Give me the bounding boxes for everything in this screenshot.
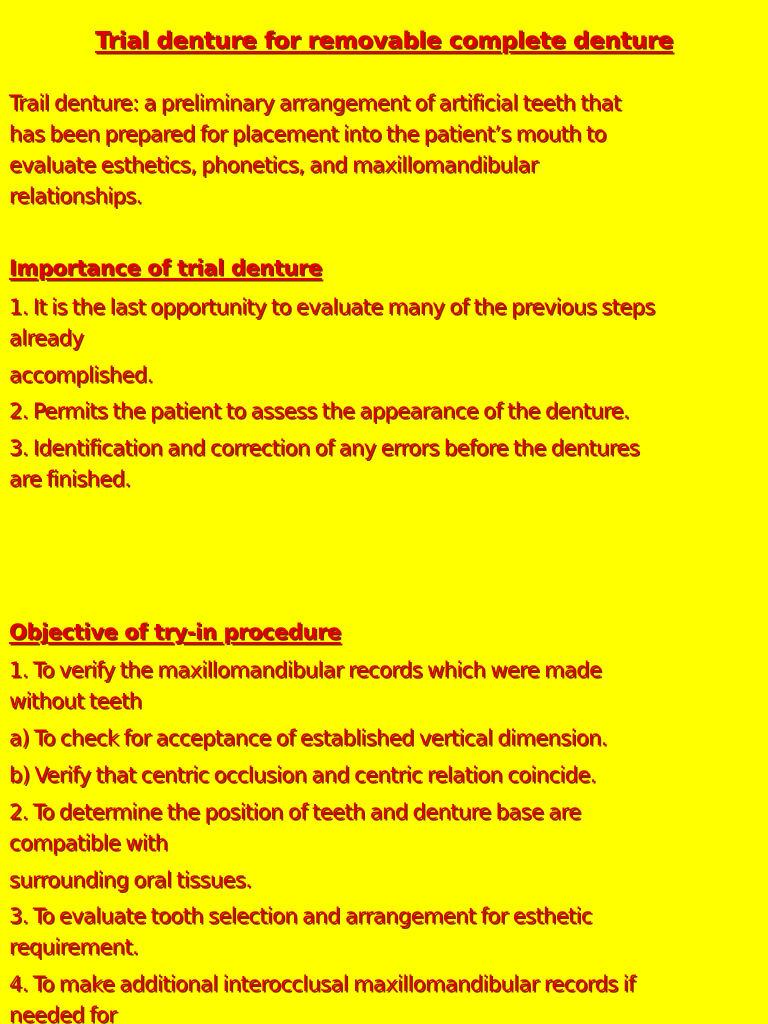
definition-paragraph [9,88,765,212]
objective-item-1a [9,723,765,754]
importance-heading: Importance of trial denture [9,256,322,280]
objective-item-2-cont [9,865,765,896]
objective-item-1b [9,760,765,791]
objective-item-2 [9,797,765,859]
item-line: surrounding oral tissues. [9,868,252,892]
item-line: without teeth [9,689,142,713]
item-line: requirement. [9,935,139,959]
objective-item-4 [9,969,765,1024]
item-line: 2. Permits the patient to assess the appearance of the denture. [9,399,630,423]
definition-line: evaluate esthetics, phonetics, and maxillomandibular [9,153,538,177]
item-line: 4. To make additional interocclusal maxillomandibular records if [9,972,635,996]
item-line: accomplished. [9,363,153,387]
item-line: 1. To verify the maxillomandibular records which were made [9,658,602,682]
importance-item-2 [9,396,765,427]
item-line: 1. It is the last opportunity to evaluate many of the previous steps [9,295,655,319]
objective-item-3 [9,901,765,963]
item-line: a) To check for acceptance of established vertical dimension. [9,726,607,750]
document-title: Trial denture for removable complete denture [95,28,673,54]
objective-item-1 [9,655,765,717]
importance-item-1-cont [9,360,765,391]
definition-line: has been prepared for placement into the patient’s mouth to [9,122,606,146]
definition-line: relationships. [9,184,142,208]
item-line: 2. To determine the position of teeth and denture base are [9,800,581,824]
objective-heading: Objective of try-in procedure [9,620,341,644]
item-line: compatible with [9,831,168,855]
item-line: already [9,326,84,350]
item-line: 3. To evaluate tooth selection and arrangement for esthetic [9,904,592,928]
importance-item-1 [9,292,765,354]
item-line: 3. Identification and correction of any errors before the dentures [9,436,640,460]
definition-line: Trail denture: a preliminary arrangement of artificial teeth that [9,91,621,115]
importance-item-3 [9,433,765,495]
item-line: are finished. [9,467,131,491]
item-line: needed for [9,1003,117,1024]
item-line: b) Verify that centric occlusion and centric relation coincide. [9,763,596,787]
